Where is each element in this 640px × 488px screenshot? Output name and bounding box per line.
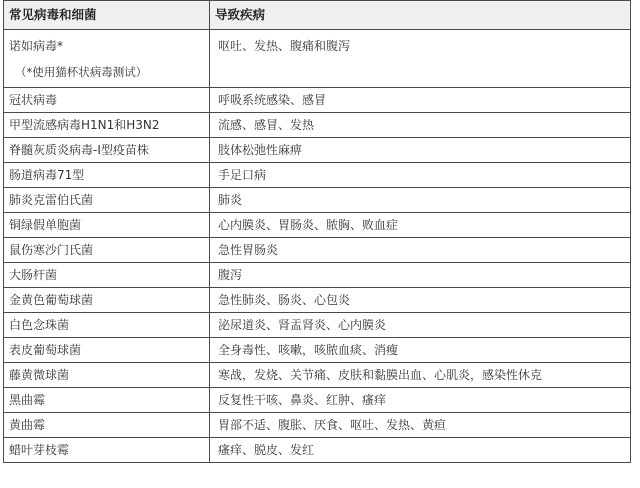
disease-cell: 呼吸系统感染、感冒 <box>210 88 631 113</box>
disease-cell: 寒战，发烧、关节痛、皮肤和黏膜出血、心肌炎，感染性休克 <box>210 363 631 388</box>
disease-cell: 急性肺炎、肠炎、心包炎 <box>210 288 631 313</box>
table-row <box>4 413 631 438</box>
table-row <box>4 338 631 363</box>
pathogen-cell: 铜绿假单胞菌 <box>4 213 210 238</box>
disease-cell: 腹泻 <box>210 263 631 288</box>
disease-cell: 肺炎 <box>210 188 631 213</box>
header-pathogen: 常见病毒和细菌 <box>4 1 210 30</box>
table-row <box>4 263 631 288</box>
pathogen-cell: 脊髓灰质炎病毒-I型疫苗株 <box>4 138 210 163</box>
pathogen-cell: 甲型流感病毒H1N1和H3N2 <box>4 113 210 138</box>
disease-cell: 全身毒性、咳嗽，咳脓血痰、消瘦 <box>210 338 631 363</box>
disease-cell: 肢体松弛性麻痹 <box>210 138 631 163</box>
pathogen-cell: 表皮葡萄球菌 <box>4 338 210 363</box>
pathogen-cell: 黑曲霉 <box>4 388 210 413</box>
header-disease: 导致疾病 <box>210 1 631 30</box>
pathogen-cell: 冠状病毒 <box>4 88 210 113</box>
pathogen-cell: 藤黄微球菌 <box>4 363 210 388</box>
table-row <box>4 163 631 188</box>
table-row <box>4 238 631 263</box>
pathogen-cell: 肠道病毒71型 <box>4 163 210 188</box>
pathogen-cell: 蜡叶芽枝霉 <box>4 438 210 463</box>
disease-cell: 泌尿道炎、肾盂肾炎、心内膜炎 <box>210 313 631 338</box>
table-header-row <box>4 1 631 30</box>
disease-cell: 瘙痒、脱皮、发红 <box>210 438 631 463</box>
table-row <box>4 30 631 88</box>
pathogen-name: 诺如病毒* <box>9 39 64 53</box>
disease-cell: 急性胃肠炎 <box>210 238 631 263</box>
pathogen-cell: 肺炎克雷伯氏菌 <box>4 188 210 213</box>
disease-cell: 反复性干咳、鼻炎、红肿、瘙痒 <box>210 388 631 413</box>
disease-cell: 手足口病 <box>210 163 631 188</box>
table-row <box>4 88 631 113</box>
table-row <box>4 363 631 388</box>
table-row <box>4 288 631 313</box>
disease-cell: 流感、感冒、发热 <box>210 113 631 138</box>
disease-cell: 呕吐、发热、腹痛和腹泻 <box>210 30 631 88</box>
table-row <box>4 188 631 213</box>
table-row <box>4 313 631 338</box>
pathogen-disease-table <box>3 0 631 463</box>
table-row <box>4 138 631 163</box>
table-row <box>4 213 631 238</box>
pathogen-cell <box>4 30 210 88</box>
table-row <box>4 113 631 138</box>
table-row <box>4 388 631 413</box>
disease-cell: 心内膜炎、胃肠炎、脓胸、败血症 <box>210 213 631 238</box>
table-row <box>4 438 631 463</box>
pathogen-disease-table-container <box>3 0 630 463</box>
disease-cell: 胃部不适、腹胀、厌食、呕吐、发热、黄疸 <box>210 413 631 438</box>
pathogen-cell: 大肠杆菌 <box>4 263 210 288</box>
pathogen-note: （*使用猫杯状病毒测试） <box>15 65 148 79</box>
pathogen-cell: 黄曲霉 <box>4 413 210 438</box>
pathogen-cell: 白色念珠菌 <box>4 313 210 338</box>
pathogen-cell: 金黄色葡萄球菌 <box>4 288 210 313</box>
pathogen-cell: 鼠伤寒沙门氏菌 <box>4 238 210 263</box>
